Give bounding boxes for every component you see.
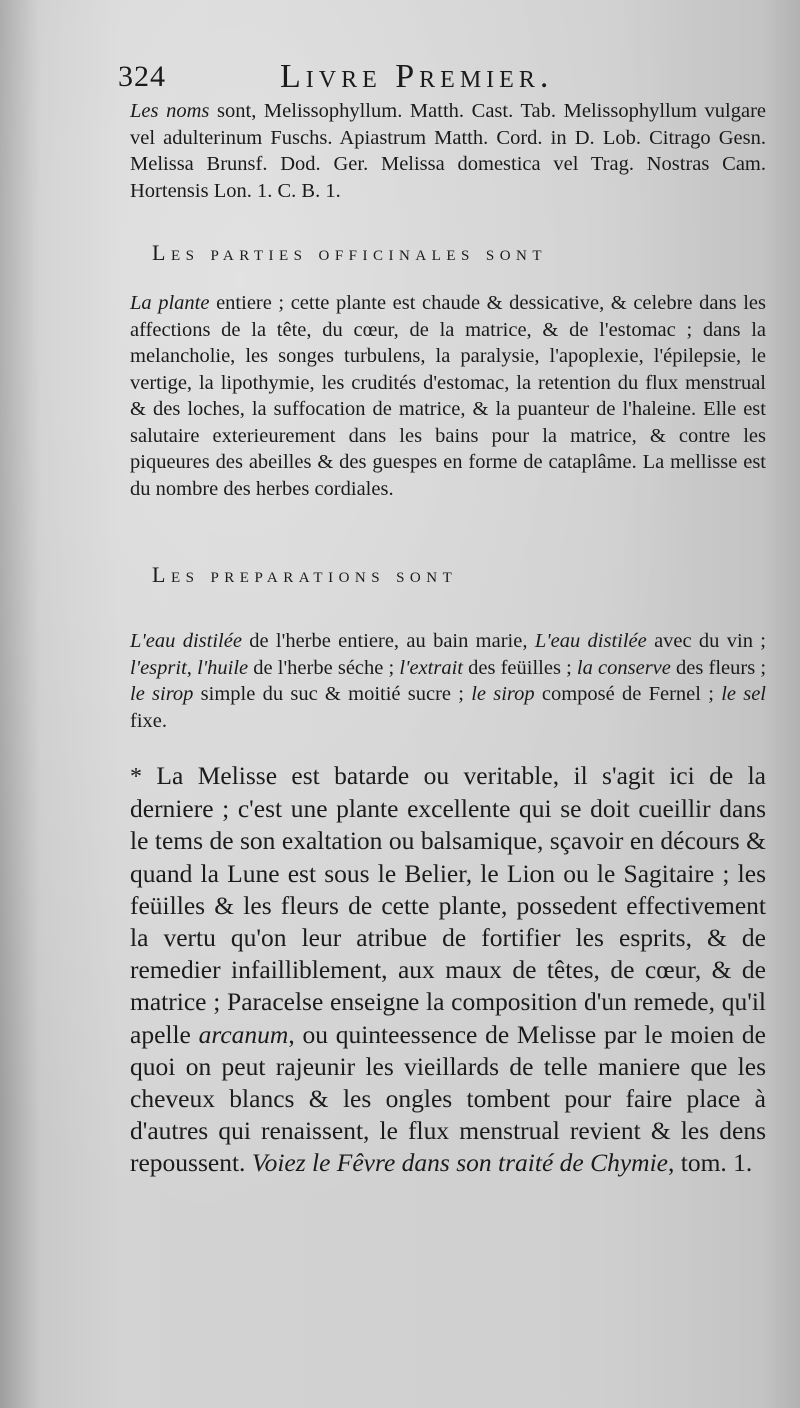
officinal-text: entiere ; cette plante est chaude & dessicative, & celebre dans les affections de la tête, du cœur, de la matrice, & de l'estomac ; dans la melancholie, les songes turbulens, la paralysie, l'apoplexie, l'épilepsie, le vertige, la lipothymie, les crudités d'estomac, la retention du flux menstrual & des loches, la suffocation de matrice, & la puanteur de l'haleine. Elle est salutaire exterieurement dans les bains pour la matrice, & contre les piqueures des abeilles & des guespes en forme de cataplâme. La mellisse est du nombre des herbes cordiales. xyxy=(130,292,767,500)
preparations-segment: de l'herbe entiere, au bain marie, xyxy=(241,630,535,652)
preparations-segment: l'extrait xyxy=(399,656,463,679)
preparations-segment: , xyxy=(186,656,198,679)
names-label: Les noms xyxy=(130,100,210,122)
note-segment: Voiez le Fêvre dans son traité de Chymie xyxy=(251,1148,668,1178)
preparations-segment: L'eau distilée xyxy=(534,630,647,652)
preparations-segment: simple du suc & moitié sucre ; xyxy=(193,683,472,705)
names-text: sont, Melissophyllum. Matth. Cast. Tab. Melissophyllum vulgare vel adulterinum Fuschs. Apiastrum Matth. Cord. in D. Lob. Citrago Gesn. Melissa Brunsf. Dod. Ger. Melissa domestica vel Trag. Nostras Cam. Hortensis Lon. 1. C. B. 1. xyxy=(130,100,767,202)
preparations-segment: l'huile xyxy=(197,656,249,679)
preparations-segment: le sel xyxy=(721,683,767,705)
note-text xyxy=(130,760,766,1180)
note-segment: , ou quinteessence de Melisse par le moien de quoi on peut rajeunir les vieillards de telle maniere que les cheveux blancs & les ongles tombent pour faire place à d'autres qui renaissent, le flux menstrual revient & les dens repoussent. xyxy=(130,1019,766,1178)
officinal-paragraph xyxy=(130,290,766,502)
section-heading-officinal: Les parties officinales sont xyxy=(152,240,548,265)
preparations-segment: de l'herbe séche ; xyxy=(248,656,400,679)
preparations-segment: composé de Fernel ; xyxy=(534,683,722,705)
section-heading-preparations: Les preparations sont xyxy=(152,562,458,587)
names-paragraph xyxy=(130,98,766,204)
preparations-segment: L'eau distilée xyxy=(130,630,242,652)
preparations-segment: des feüilles ; xyxy=(462,656,577,679)
page-number: 324 xyxy=(118,60,166,93)
note-segment: La Melisse est batarde ou veritable, il s'agit ici de la derniere ; c'est une plante excellente qui se doit cueillir dans le tems de son exaltation ou balsamique, sçavoir en décours & quand la Lune est sous le Belier, le Lion ou le Sagitaire ; les feüilles & les fleurs de cette plante, possedent effectivement la vertu qu'on leur atribue de fortifier les esprits, & de remedier infailliblement, aux maux de têtes, de cœur, & de matrice ; Paracelse enseigne la composition d'un remede, qu'il apelle xyxy=(130,761,766,1049)
preparations-segment: le sirop xyxy=(130,683,194,705)
preparations-paragraph xyxy=(130,628,766,734)
preparations-segment: l'esprit xyxy=(130,656,187,679)
preparations-segment: des fleurs ; xyxy=(670,656,767,679)
preparations-text xyxy=(130,628,766,734)
preparations-segment: la conserve xyxy=(576,656,671,679)
preparations-segment: fixe. xyxy=(130,709,167,732)
note-paragraph xyxy=(130,760,766,1180)
preparations-segment: le sirop xyxy=(471,683,535,705)
note-segment: arcanum xyxy=(198,1019,289,1049)
note-segment: , tom. 1. xyxy=(667,1148,753,1178)
running-head: Livre Premier. xyxy=(280,58,554,95)
officinal-lead: La plante xyxy=(130,292,210,314)
note-star: * xyxy=(130,764,142,790)
preparations-segment: avec du vin ; xyxy=(646,630,766,652)
page-header xyxy=(118,58,638,98)
